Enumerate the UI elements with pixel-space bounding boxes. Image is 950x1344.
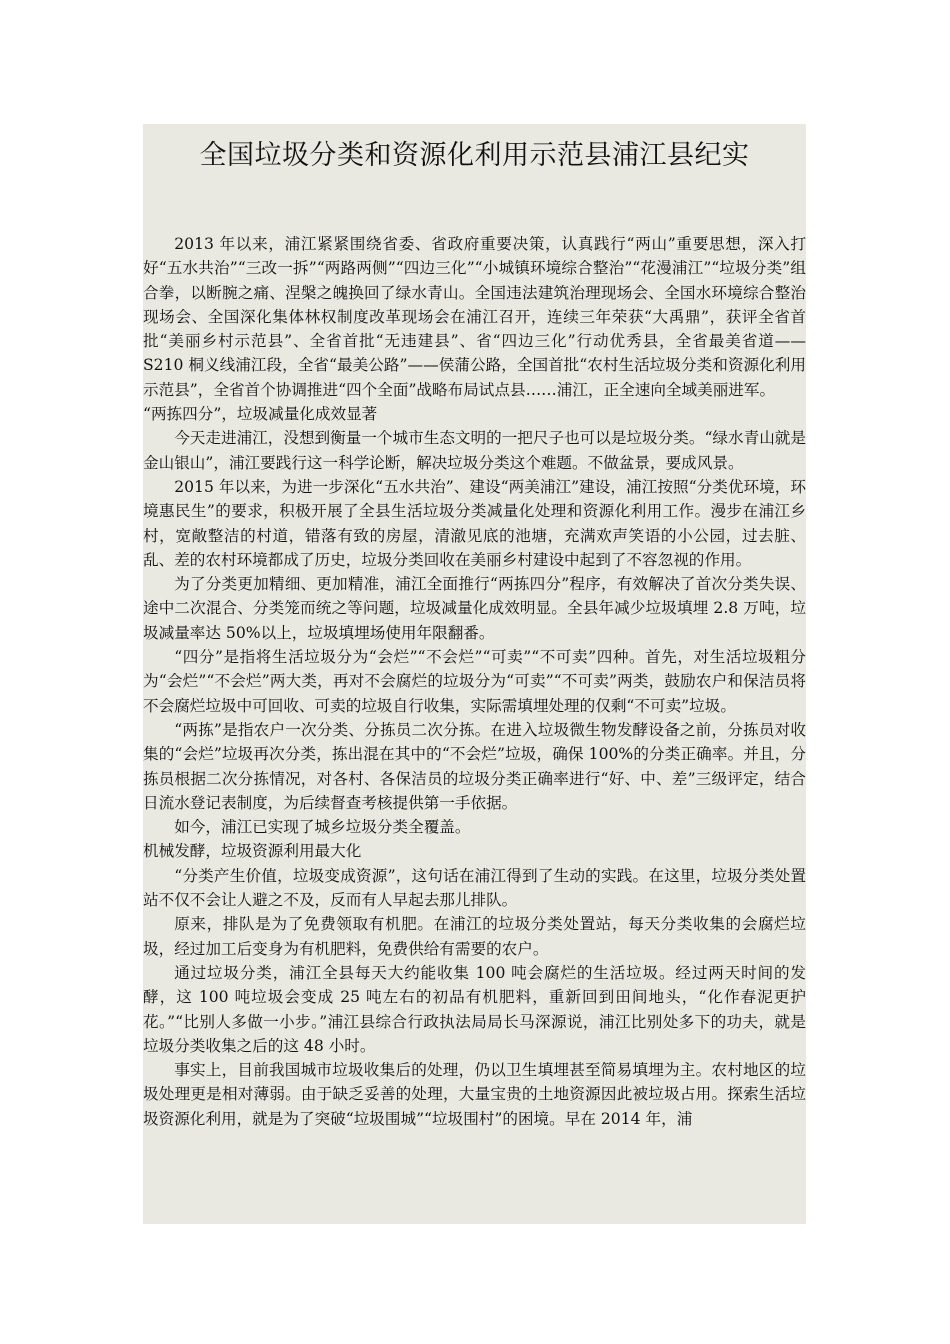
- paragraph: “两拣”是指农户一次分类、分拣员二次分拣。在进入垃圾微生物发酵设备之前，分拣员对收集的“会烂”垃圾再次分类，拣出混在其中的“不会烂”垃圾，确保 100%的分类正确率。并且，分拣员根据二次分拣情况，对各村、各保洁员的垃圾分类正确率进行“好、中、差”三级评定，结合日流水登记表制度，为后续督查考核提供第一手依据。: [143, 720, 806, 812]
- document-title: 全国垃圾分类和资源化利用示范县浦江县纪实: [199, 140, 750, 171]
- paragraph: 2013 年以来，浦江紧紧围绕省委、省政府重要决策，认真践行“两山”重要思想，深入打好“五水共治”“三改一拆”“两路两侧”“四边三化”“小城镇环境综合整治”“花漫浦江”“垃圾分类”组合拳，以断腕之痛、涅槃之魄换回了绿水青山。全国违法建筑治理现场会、全国水环境综合整治现场会、全国深化集体林权制度改革现场会在浦江召开，连续三年荣获“大禹鼎”，获评全省首批“美丽乡村示范县”、全省首批“无违建县”、省“四边三化”行动优秀县，全省最美省道——S210 桐义线浦江段，全省“最美公路”——侯蒲公路，全国首批“农村生活垃圾分类和资源化利用示范县”，全省首个协调推进“四个全面”战略布局试点县……浦江，正全速向全域美丽进军。: [143, 235, 806, 399]
- paragraph: 如今，浦江已实现了城乡垃圾分类全覆盖。: [174, 818, 471, 837]
- paragraph: 2015 年以来，为进一步深化“五水共治”、建设“两美浦江”建设，浦江按照“分类优环境，环境惠民生”的要求，积极开展了全县生活垃圾分类减量化处理和资源化利用工作。漫步在浦江乡村，宽敞整洁的村道，错落有致的房屋，清澈见底的池塘，充满欢声笑语的小公园，过去脏、乱、差的农村环境都成了历史，垃圾分类回收在美丽乡村建设中起到了不容忽视的作用。: [143, 477, 806, 569]
- section-heading: 机械发酵，垃圾资源利用最大化: [143, 842, 362, 861]
- paragraph: “分类产生价值，垃圾变成资源”，这句话在浦江得到了生动的实践。在这里，垃圾分类处置站不仅不会让人避之不及，反而有人早起去那儿排队。: [143, 866, 806, 910]
- document-page: [143, 124, 806, 1224]
- paragraph: 为了分类更加精细、更加精准，浦江全面推行“两拣四分”程序，有效解决了首次分类失误、途中二次混合、分类笼而统之等问题，垃圾减量化成效明显。全县年减少垃圾填埋 2.8 万吨，垃圾减量率达 50%以上，垃圾填埋场使用年限翻番。: [143, 575, 806, 642]
- paragraph: “四分”是指将生活垃圾分为“会烂”“不会烂”“可卖”“不可卖”四种。首先，对生活垃圾粗分为“会烂”“不会烂”两大类，再对不会腐烂的垃圾分为“可卖”“不可卖”两类，鼓励农户和保洁员将不会腐烂垃圾中可回收、可卖的垃圾自行收集，实际需填埋处理的仅剩“不可卖”垃圾。: [143, 648, 806, 715]
- paragraph: 原来，排队是为了免费领取有机肥。在浦江的垃圾分类处置站，每天分类收集的会腐烂垃圾，经过加工后变身为有机肥料，免费供给有需要的农户。: [143, 915, 806, 958]
- paragraph: 通过垃圾分类，浦江全县每天大约能收集 100 吨会腐烂的生活垃圾。经过两天时间的发酵，这 100 吨垃圾会变成 25 吨左右的初品有机肥料，重新回到田间地头，“化作春泥更护花。”“比别人多做一小步。”浦江县综合行政执法局局长马深源说，浦江比别处多下的功夫，就是垃圾分类收集之后的这 48 小时。: [143, 963, 806, 1055]
- document-body: [143, 232, 806, 1131]
- paragraph: 今天走进浦江，没想到衡量一个城市生态文明的一把尺子也可以是垃圾分类。“绿水青山就是金山银山”，浦江要践行这一科学论断，解决垃圾分类这个难题。不做盆景，要成风景。: [143, 429, 806, 472]
- paragraph: 事实上，目前我国城市垃圾收集后的处理，仍以卫生填埋甚至简易填埋为主。农村地区的垃圾处理更是相对薄弱。由于缺乏妥善的处理，大量宝贵的土地资源因此被垃圾占用。探索生活垃圾资源化利用，就是为了突破“垃圾围城”“垃圾围村”的困境。早在 2014 年，浦: [143, 1061, 806, 1128]
- section-heading: “两拣四分”，垃圾减量化成效显著: [143, 405, 378, 424]
